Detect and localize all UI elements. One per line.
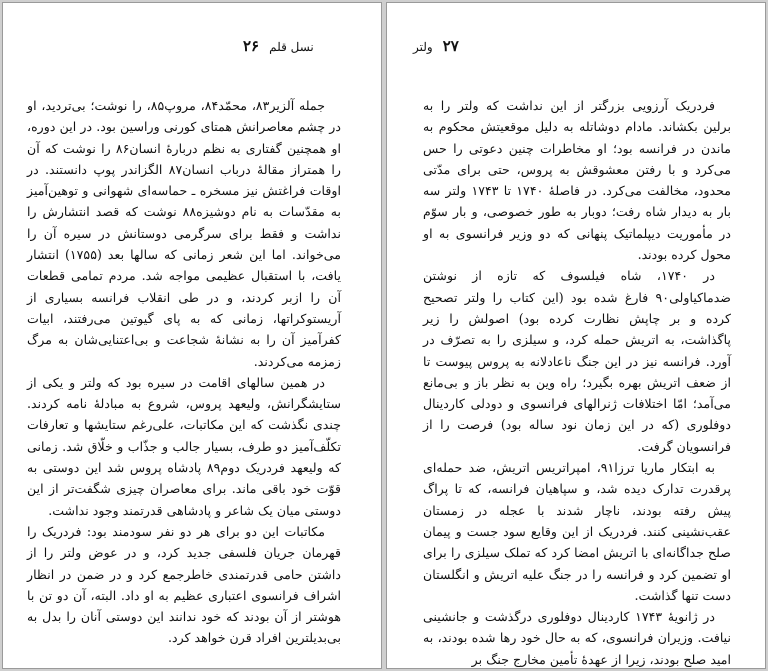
paragraph: فردریک آرزویی بزرگتر از این نداشت که ولتر را به برلین بکشاند. مادام دوشاتله به دلیل موقعیتش محکوم به ماندن در فرانسه بود؛ او مخاطرات چنین دعوتی را حس می‌کرد و با رفتن معشوقش به پروس، حتی برای مدّتی محدود، مخالفت می‌کرد. در فاصلهٔ ۱۷۴۰ تا ۱۷۴۳ ولتر سه بار به دیدار شاه رفت؛ دوبار به طور خصوصی، و بار سوّم در مأموریت دیپلماتیک پنهانی که دو وزیر فرانسوی به او محول کرده بودند. <box>423 98 731 263</box>
paragraph: به ابتکار ماریا ترزا۹۱، امپراتریس اتریش، ضد حمله‌ای پرقدرت تدارک دیده شد، و سپاهیان فرانسه، که تا پراگ پیش رفته بودند، ناچار شدند با عجله در زمستان عقب‌نشینی کنند. فردریک از این وقایع سود جست و پیمان صلح جداگانه‌ای با اتریش امضا کرد که تملک سیلزی را برای او تضمین کرد و فرانسه را در جنگ علیه اتریش و انگلستان دست تنها گذاشت. <box>423 460 731 603</box>
right-page-body <box>423 95 731 668</box>
paragraph: جمله آلزیر۸۳، محمّد۸۴، مروپ۸۵، را نوشت؛ بی‌تردید، او در چشم معاصرانش همتای کورنی وراسین بود. در این دوره، او همچنین گفتاری به نظم دربارهٔ انسان۸۶ را نوشت که آن را همتراز مقالهٔ درباب انسان۸۷ الگزاندر پوپ دانستند. در اوقات فراغتش نیز مسخره ـ حماسه‌ای شهوانی و توهین‌آمیز به مقدّسات به نام دوشیزه۸۸ نوشت که قصد انتشارش را نداشت و فقط برای سرگرمی دوستانش در سیره آن را می‌خواند. اما این شعر زمانی که سالها بعد (۱۷۵۵) انتشار یافت، با استقبال عظیمی مواجه شد. مردم تمامی قطعات آن را ازبر کردند، و در طی انقلاب فرانسه بسیاری از آریستوکراتها، زمانی که به پای گیوتین می‌رفتند، ابیات کفرآمیز آن را به نشانهٔ شجاعت و بی‌اعتنایی‌شان به مرگ زمزمه می‌کردند. <box>27 98 341 369</box>
paragraph: در ژانویهٔ ۱۷۴۳ کاردینال دوفلوری درگذشت و جانشینی نیافت. وزیران فرانسوی، که به حال خود رها شده بودند، به امید صلح بودند، زیرا از عهدهٔ تأمین مخارج جنگ بر <box>423 609 731 667</box>
page-number: ۲۷ <box>442 37 459 55</box>
paragraph: در ۱۷۴۰، شاه فیلسوف که تازه از نوشتن ضدماکیاولی۹۰ فارغ شده بود (این کتاب را ولتر تصحیح کرده و بر چاپش نظارت کرده بود) اصولش را زیر پاگذاشت، به اتریش حمله کرد، و سیلزی را به تصرّف در آورد. فرانسه نیز در این جنگ ناعادلانه به پروس پیوست تا از ضعف اتریش بهره بگیرد؛ راه وین به نظر باز و بی‌مانع می‌آمد؛ امّا اختلافات ژنرالهای فرانسوی و دودلی کاردینال دوفلوری (که در این زمان نود ساله بود) فرصت را از فرانسویان گرفت. <box>423 268 731 454</box>
left-page <box>3 3 381 668</box>
paragraph: در همین سالهای اقامت در سیره بود که ولتر و یکی از ستایشگرانش، ولیعهد پروس، شروع به مبادلهٔ نامه کردند. چندی نگذشت که این مکاتبات، علی‌رغم ستایشها و تعارفات تکلّف‌آمیز دو طرف، بسیار جالب و جذّاب و خلّاق شد. زمانی که ولیعهد فردریک دوم۸۹ پادشاه پروس شد این دوستی به قوّت خود باقی ماند. برای معاصران چیزی شگفت‌تر از این دوستی میان یک شاعر و پادشاهی قدرتمند وجود نداشت. <box>27 374 341 518</box>
running-title: ولتر <box>413 40 433 54</box>
paragraph: مکاتبات این دو برای هر دو نفر سودمند بود: فردریک را قهرمان جریان فلسفی جدید کرد، و در عوض ولتر را از داشتن حامی قدرتمندی خاطرجمع کرد و در ضمن در انظار اشراف فرانسوی اعتباری عظیم به او داد. البته، آن دو تن با هوشتر از آن بودند که خود ندانند این دوستی آنان را بدل به بی‌بدیلترین افراد قرن خواهد کرد. <box>27 523 341 646</box>
left-page-body <box>27 95 341 649</box>
left-page-header <box>243 37 314 55</box>
right-page <box>387 3 765 668</box>
right-page-header <box>413 37 459 55</box>
running-title: نسل قلم <box>269 40 314 54</box>
book-spread <box>3 3 765 668</box>
page-number: ۲۶ <box>243 37 260 55</box>
